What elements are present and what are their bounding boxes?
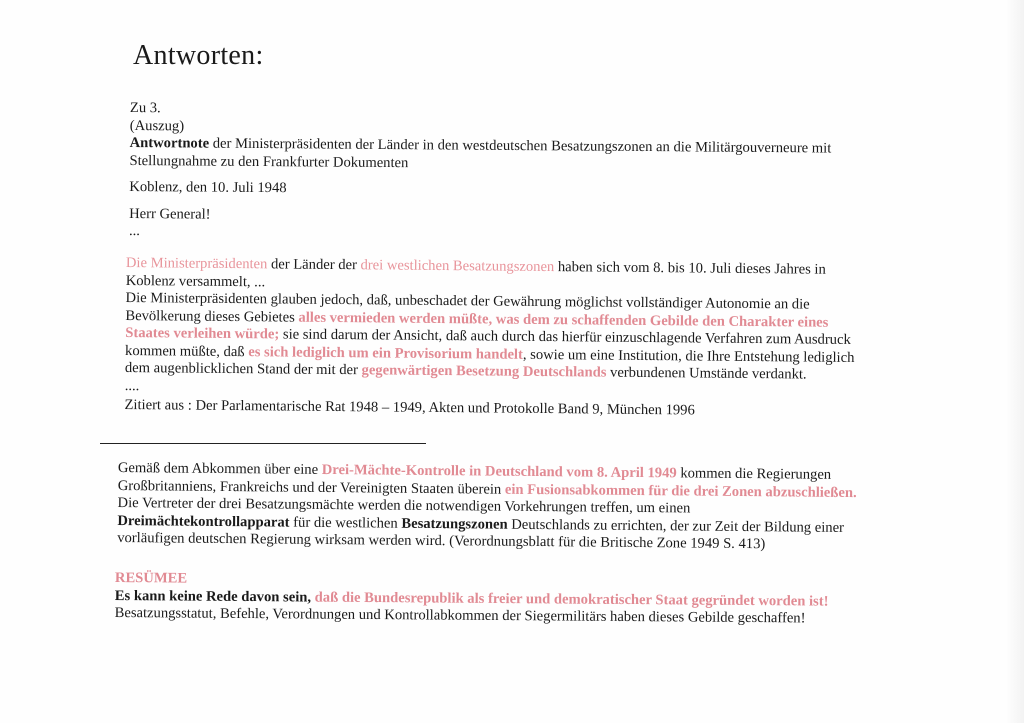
resuemee-section: [115, 570, 875, 628]
bold-keine-rede: Es kann keine Rede davon sein,: [114, 587, 312, 606]
drei-maechte-abkommen: [117, 460, 878, 555]
body-text: kommen müßte, daß: [125, 342, 249, 360]
ellipsis-2: ....: [124, 377, 140, 394]
body-text: Deutschlands zu errichten, der zur Zeit der Bildung einer: [507, 516, 845, 536]
doc-title-bold: Antwortnote: [129, 134, 210, 152]
resuemee-line-2: Besatzungsstatut, Befehle, Verordnungen und Kontrollabkommen der Siegermilitärs haben dieses Gebilde geschaffen!: [114, 604, 806, 627]
highlight-staates-verleihen: Staates verleihen würde;: [125, 324, 280, 343]
antwortnote-excerpt: [129, 100, 890, 246]
abkommen-line-5: vorläufigen deutschen Regierung wirksam werden wird. (Verordnungsblatt für die Britische Zone 1949 S. 413): [117, 529, 766, 553]
highlight-bundesrepublik: daß die Bundesrepublik als freier und demokratischer Staat gegründet worden ist!: [310, 589, 829, 610]
page-heading: Antworten:: [133, 40, 264, 71]
body-text: der Länder der: [267, 256, 361, 274]
highlight-provisorium: es sich lediglich um ein Provisorium handelt: [248, 343, 523, 363]
highlight-drei-westliche-zonen: drei westlichen Besatzungszonen: [360, 257, 555, 276]
highlight-ministerpraesidenten: Die Ministerpräsidenten: [125, 255, 268, 273]
body-text: Bevölkerung dieses Gebietes: [125, 307, 299, 326]
highlight-gegenwaertige-besetzung: gegenwärtigen Besetzung Deutschlands: [361, 362, 607, 381]
body-text: kommen die Regierungen: [676, 465, 832, 483]
body-text: für die westlichen: [289, 514, 402, 532]
body-text: dem augenblicklichen Stand der mit der: [124, 359, 362, 379]
doc-title-rest: der Ministerpräsidenten der Länder in den westdeutschen Besatzungszonen an die Militärgouverneure mit: [209, 135, 832, 157]
highlight-drei-maechte-kontrolle: Drei-Mächte-Kontrolle in Deutschland vom 8. April 1949: [321, 461, 677, 482]
body-text: , sowie um eine Institution, die Ihre Entstehung lediglich: [522, 346, 855, 366]
bold-besatzungszonen: Besatzungszonen: [401, 515, 508, 533]
doc-reference: Zu 3.: [129, 100, 161, 117]
resuemee-label: RESÜMEE: [114, 570, 188, 587]
body-line-2: Koblenz versammelt, ...: [125, 272, 266, 290]
citation: Zitiert aus : Der Parlamentarische Rat 1948 – 1949, Akten und Protokolle Band 9, München 1996: [124, 396, 695, 419]
antwortnote-body: [124, 255, 885, 422]
body-text: haben sich vom 8. bis 10. Juli dieses Jahres in: [554, 259, 826, 278]
bold-dreimaechtekontrollapparat: Dreimächtekontrollapparat: [117, 512, 290, 531]
scan-shadow-edge: [1006, 0, 1024, 723]
highlight-fusionsabkommen: ein Fusionsabkommen für die drei Zonen abzuschließen.: [504, 481, 857, 501]
excerpt-label: (Auszug): [129, 117, 185, 134]
doc-title-line-2: Stellungnahme zu den Frankfurter Dokumenten: [129, 152, 409, 171]
body-line-3: Die Ministerpräsidenten glauben jedoch, daß, unbeschadet der Gewährung möglichst vollständiger Autonomie an die: [125, 289, 810, 313]
body-text: Großbritanniens, Frankreichs und der Vereinigten Staaten überein: [117, 477, 505, 498]
section-divider: [100, 443, 426, 444]
abkommen-line-3: Die Vertreter der drei Besatzungsmächte werden die notwendigen Vorkehrungen treffen, um einen: [117, 494, 691, 517]
ellipsis: ...: [128, 222, 140, 240]
highlight-alles-vermieden: alles vermieden werden müßte, was dem zu schaffenden Gebilde den Charakter eines: [298, 309, 829, 331]
body-text: verbundenen Umstände verdankt.: [606, 364, 807, 383]
salutation: Herr General!: [129, 205, 211, 223]
place-date: Koblenz, den 10. Juli 1948: [129, 178, 287, 197]
body-text: Gemäß dem Abkommen über eine: [117, 460, 322, 478]
body-text: sie sind darum der Ansicht, daß auch durch das hierfür einzuschlagende Verfahren zum Ausdruck: [279, 326, 851, 348]
